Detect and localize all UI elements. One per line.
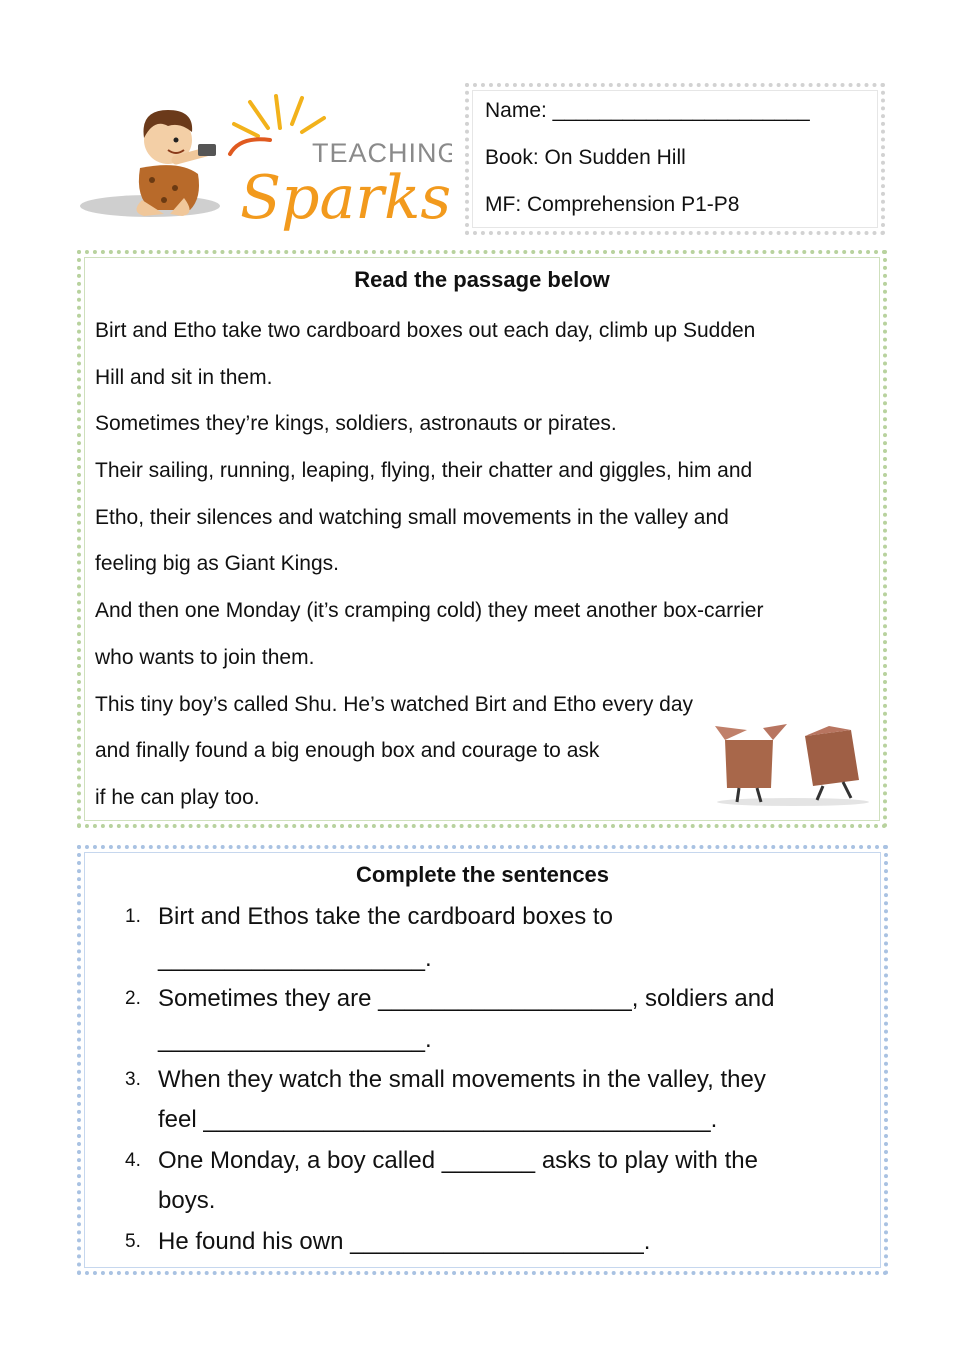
question-number: 2. [125,988,141,1009]
passage-line: And then one Monday (it’s cramping cold) they meet another box-carrier [95,599,764,622]
name-field[interactable]: Name: ______________________ [485,99,810,122]
questions-heading: Complete the sentences [355,862,610,887]
question-text: One Monday, a boy called _______ asks to play with the [158,1147,758,1174]
logo-word-teaching: TEACHING [312,138,452,168]
passage-line: Etho, their silences and watching small movements in the valley and [95,506,729,529]
passage-line: if he can play too. [95,786,260,809]
question-text: Sometimes they are ___________________, soldiers and [158,985,775,1012]
passage-line: and finally found a big enough box and courage to ask [95,739,600,762]
passage-heading: Read the passage below [354,267,610,292]
question-number: 4. [125,1150,141,1171]
question-text: When they watch the small movements in the valley, they [158,1066,766,1093]
passage-line: Sometimes they’re kings, soldiers, astronauts or pirates. [95,412,617,435]
question-text-cont: ____________________. [158,945,432,972]
logo-word-sparks: Sparks [240,163,452,233]
reading-passage [77,250,887,828]
walking-boxes-illustration [713,722,869,808]
teaching-sparks-logo [80,88,452,234]
passage-line: Hill and sit in them. [95,366,273,389]
passage-line: Their sailing, running, leaping, flying, their chatter and giggles, him and [95,459,753,482]
question-number: 1. [125,906,141,927]
student-info-box [465,83,885,235]
question-number: 3. [125,1069,141,1090]
question-number: 5. [125,1231,141,1252]
comprehension-questions [77,845,888,1275]
passage-line: Birt and Etho take two cardboard boxes out each day, climb up Sudden [95,319,756,342]
passage-line: who wants to join them. [95,646,315,669]
book-title: Book: On Sudden Hill [485,146,686,169]
question-text: Birt and Ethos take the cardboard boxes to [158,903,613,930]
question-text-cont: ____________________. [158,1026,432,1053]
module-label: MF: Comprehension P1-P8 [485,193,740,216]
passage-line: This tiny boy’s called Shu. He’s watched Birt and Etho every day [95,693,694,716]
passage-line: feeling big as Giant Kings. [95,552,339,575]
question-text-cont: feel ______________________________________. [158,1106,718,1133]
question-text: He found his own ______________________. [158,1228,651,1255]
question-text-cont: boys. [158,1187,216,1214]
